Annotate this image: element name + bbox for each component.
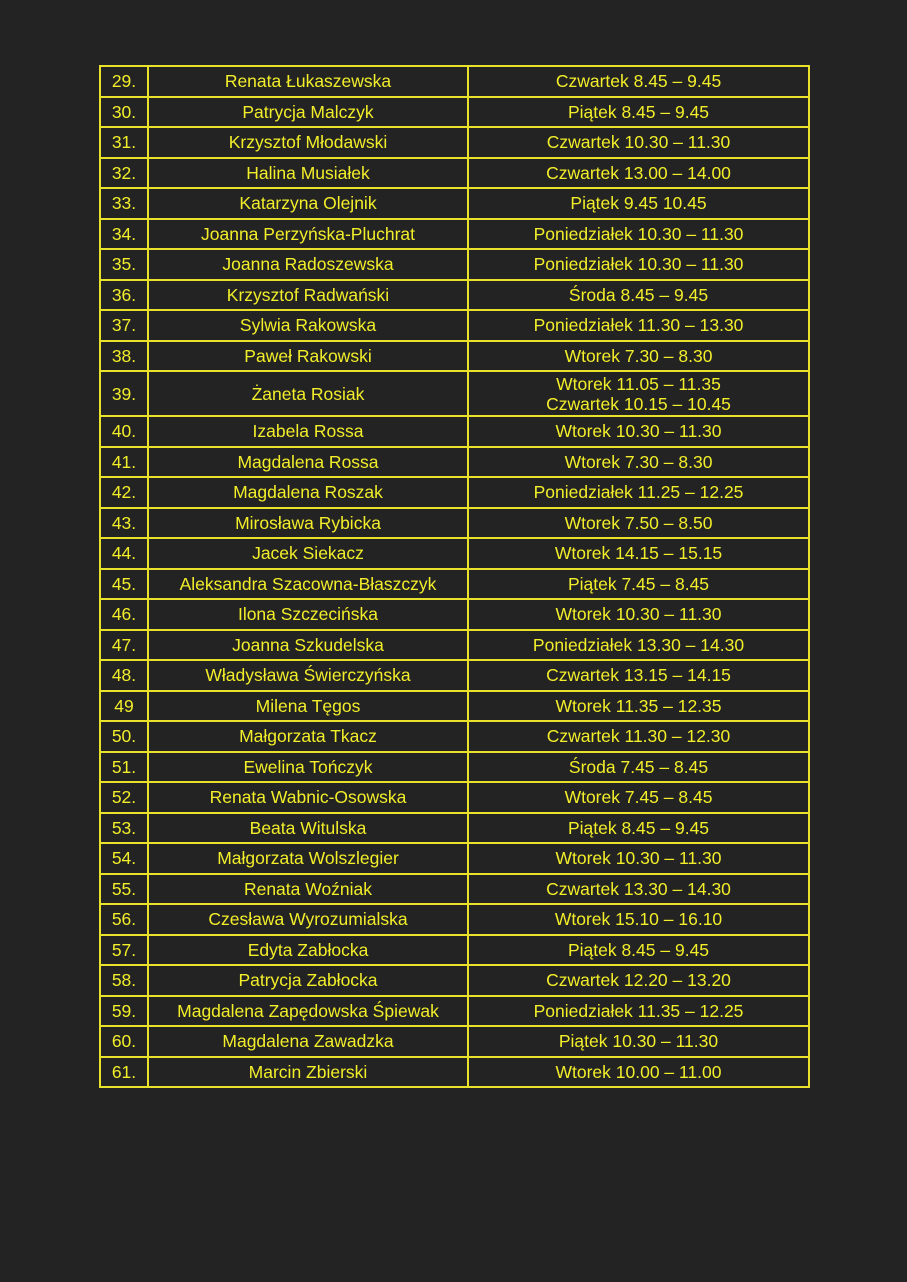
consultation-time [468, 477, 809, 508]
consultation-time-line: Piątek 9.45 10.45 [570, 193, 707, 214]
consultation-time [468, 1057, 809, 1088]
teacher-name: Katarzyna Olejnik [148, 188, 468, 219]
consultation-time-line: Wtorek 11.35 – 12.35 [555, 695, 722, 716]
row-number: 60. [100, 1026, 148, 1057]
row-number: 43. [100, 508, 148, 539]
table-row [100, 477, 809, 508]
row-number: 45. [100, 569, 148, 600]
consultation-time-line: Wtorek 14.15 – 15.15 [554, 543, 723, 564]
teacher-name: Joanna Radoszewska [148, 249, 468, 280]
teacher-name: Milena Tęgos [148, 691, 468, 722]
consultation-time [468, 935, 809, 966]
row-number: 42. [100, 477, 148, 508]
table-row [100, 538, 809, 569]
row-number: 54. [100, 843, 148, 874]
consultation-time [468, 249, 809, 280]
row-number: 29. [100, 66, 148, 97]
teacher-name: Magdalena Zawadzka [148, 1026, 468, 1057]
consultation-time-line: Piątek 7.45 – 8.45 [567, 573, 710, 594]
row-number: 36. [100, 280, 148, 311]
row-number: 49 [100, 691, 148, 722]
consultation-time-line: Wtorek 10.30 – 11.30 [555, 604, 722, 625]
consultation-time [468, 341, 809, 372]
teacher-name: Patrycja Zabłocka [148, 965, 468, 996]
consultation-time-line: Wtorek 7.45 – 8.45 [564, 787, 713, 808]
consultation-time [468, 127, 809, 158]
consultation-time-line: Poniedziałek 10.30 – 11.30 [533, 223, 744, 244]
teacher-name: Małgorzata Tkacz [148, 721, 468, 752]
row-number: 55. [100, 874, 148, 905]
row-number: 40. [100, 416, 148, 447]
teacher-name: Renata Wabnic-Osowska [148, 782, 468, 813]
row-number: 34. [100, 219, 148, 250]
teacher-name: Renata Łukaszewska [148, 66, 468, 97]
teacher-name: Sylwia Rakowska [148, 310, 468, 341]
consultation-time-line: Poniedziałek 11.35 – 12.25 [533, 1000, 744, 1021]
row-number: 47. [100, 630, 148, 661]
teacher-name: Joanna Perzyńska-Pluchrat [148, 219, 468, 250]
teacher-name: Ilona Szczecińska [148, 599, 468, 630]
consultation-time-line: Wtorek 10.30 – 11.30 [555, 421, 722, 442]
consultation-time-line: Poniedziałek 10.30 – 11.30 [533, 254, 744, 275]
consultation-time [468, 599, 809, 630]
consultation-time-line: Piątek 8.45 – 9.45 [567, 817, 710, 838]
row-number: 53. [100, 813, 148, 844]
row-number: 35. [100, 249, 148, 280]
consultation-time-line: Wtorek 7.30 – 8.30 [564, 345, 713, 366]
teacher-name: Ewelina Tończyk [148, 752, 468, 783]
consultation-time [468, 752, 809, 783]
row-number: 38. [100, 341, 148, 372]
consultation-time-line: Piątek 8.45 – 9.45 [567, 101, 710, 122]
consultation-time [468, 813, 809, 844]
table-row [100, 843, 809, 874]
consultation-time [468, 97, 809, 128]
teacher-name: Mirosława Rybicka [148, 508, 468, 539]
consultation-time-line: Wtorek 10.00 – 11.00 [555, 1061, 722, 1082]
row-number: 41. [100, 447, 148, 478]
consultation-time [468, 416, 809, 447]
consultation-time [468, 66, 809, 97]
teacher-name: Halina Musiałek [148, 158, 468, 189]
teacher-name: Aleksandra Szacowna-Błaszczyk [148, 569, 468, 600]
consultation-time [468, 630, 809, 661]
table-row [100, 691, 809, 722]
table-row [100, 965, 809, 996]
teacher-name: Edyta Zabłocka [148, 935, 468, 966]
teacher-name: Krzysztof Radwański [148, 280, 468, 311]
consultation-time-line: Piątek 8.45 – 9.45 [567, 939, 710, 960]
table-row [100, 188, 809, 219]
consultation-time-line: Wtorek 11.05 – 11.35 [556, 373, 721, 394]
table-row [100, 904, 809, 935]
table-row [100, 97, 809, 128]
table-row [100, 752, 809, 783]
teacher-name: Jacek Siekacz [148, 538, 468, 569]
teacher-name: Marcin Zbierski [148, 1057, 468, 1088]
table-row [100, 599, 809, 630]
consultation-time [468, 371, 809, 416]
teacher-name: Żaneta Rosiak [148, 371, 468, 416]
table-row [100, 630, 809, 661]
table-row [100, 280, 809, 311]
table-row [100, 447, 809, 478]
table-row [100, 782, 809, 813]
consultation-time-line: Czwartek 13.00 – 14.00 [546, 162, 731, 183]
consultation-time [468, 188, 809, 219]
consultation-time-line: Czwartek 8.45 – 9.45 [555, 71, 722, 92]
table-row [100, 219, 809, 250]
teacher-name: Władysława Świerczyńska [148, 660, 468, 691]
consultation-time [468, 660, 809, 691]
row-number: 46. [100, 599, 148, 630]
consultation-time-line: Poniedziałek 11.30 – 13.30 [533, 315, 744, 336]
row-number: 59. [100, 996, 148, 1027]
consultation-time [468, 569, 809, 600]
consultation-time-line: Wtorek 7.30 – 8.30 [564, 451, 713, 472]
row-number: 61. [100, 1057, 148, 1088]
table-row [100, 1057, 809, 1088]
table-row [100, 508, 809, 539]
consultation-time [468, 538, 809, 569]
table-row [100, 660, 809, 691]
consultation-time [468, 1026, 809, 1057]
consultation-time-line: Czwartek 10.30 – 11.30 [546, 132, 731, 153]
consultation-time-line: Piątek 10.30 – 11.30 [558, 1031, 719, 1052]
teacher-name: Magdalena Zapędowska Śpiewak [148, 996, 468, 1027]
consultation-time [468, 508, 809, 539]
consultation-time [468, 996, 809, 1027]
table-row [100, 721, 809, 752]
consultation-time [468, 965, 809, 996]
table-row [100, 1026, 809, 1057]
row-number: 48. [100, 660, 148, 691]
row-number: 30. [100, 97, 148, 128]
consultation-time-line: Środa 8.45 – 9.45 [568, 284, 709, 305]
row-number: 50. [100, 721, 148, 752]
table-row [100, 935, 809, 966]
table-row [100, 249, 809, 280]
consultation-time [468, 310, 809, 341]
row-number: 39. [100, 371, 148, 416]
table-row [100, 66, 809, 97]
teacher-name: Renata Woźniak [148, 874, 468, 905]
row-number: 44. [100, 538, 148, 569]
consultation-time [468, 782, 809, 813]
table-row [100, 341, 809, 372]
consultation-time [468, 721, 809, 752]
row-number: 58. [100, 965, 148, 996]
teacher-name: Beata Witulska [148, 813, 468, 844]
row-number: 51. [100, 752, 148, 783]
teacher-name: Małgorzata Wolszlegier [148, 843, 468, 874]
teacher-name: Patrycja Malczyk [148, 97, 468, 128]
consultation-time-line: Czwartek 12.20 – 13.20 [546, 970, 731, 991]
table-row [100, 310, 809, 341]
consultation-time-line: Poniedziałek 11.25 – 12.25 [533, 482, 744, 503]
table-row [100, 371, 809, 416]
consultation-time-line: Czwartek 10.15 – 10.45 [546, 393, 731, 414]
table-row [100, 127, 809, 158]
table-row [100, 996, 809, 1027]
table-row [100, 813, 809, 844]
consultation-time-line: Czwartek 13.30 – 14.30 [546, 878, 731, 899]
teacher-name: Magdalena Rossa [148, 447, 468, 478]
consultation-time [468, 447, 809, 478]
row-number: 56. [100, 904, 148, 935]
consultation-time [468, 874, 809, 905]
consultation-time [468, 843, 809, 874]
table-row [100, 158, 809, 189]
teacher-name: Czesława Wyrozumialska [148, 904, 468, 935]
consultation-time-line: Poniedziałek 13.30 – 14.30 [532, 634, 745, 655]
row-number: 33. [100, 188, 148, 219]
table-row [100, 874, 809, 905]
consultation-time-line: Wtorek 10.30 – 11.30 [555, 848, 722, 869]
consultation-time [468, 280, 809, 311]
row-number: 31. [100, 127, 148, 158]
table-row [100, 416, 809, 447]
consultation-time [468, 904, 809, 935]
teacher-name: Izabela Rossa [148, 416, 468, 447]
teacher-name: Magdalena Roszak [148, 477, 468, 508]
consultation-time [468, 158, 809, 189]
row-number: 32. [100, 158, 148, 189]
consultation-time-line: Czwartek 13.15 – 14.15 [546, 665, 731, 686]
teacher-name: Paweł Rakowski [148, 341, 468, 372]
consultation-time [468, 691, 809, 722]
consultation-time-line: Środa 7.45 – 8.45 [568, 756, 709, 777]
row-number: 37. [100, 310, 148, 341]
teacher-name: Joanna Szkudelska [148, 630, 468, 661]
consultation-time-line: Wtorek 7.50 – 8.50 [564, 512, 713, 533]
consultation-time [468, 219, 809, 250]
table-row [100, 569, 809, 600]
teacher-name: Krzysztof Młodawski [148, 127, 468, 158]
consultation-time-line: Wtorek 15.10 – 16.10 [554, 909, 723, 930]
schedule-body [100, 66, 809, 1087]
row-number: 57. [100, 935, 148, 966]
consultation-schedule-table [99, 65, 810, 1088]
consultation-time-line: Czwartek 11.30 – 12.30 [546, 726, 731, 747]
row-number: 52. [100, 782, 148, 813]
